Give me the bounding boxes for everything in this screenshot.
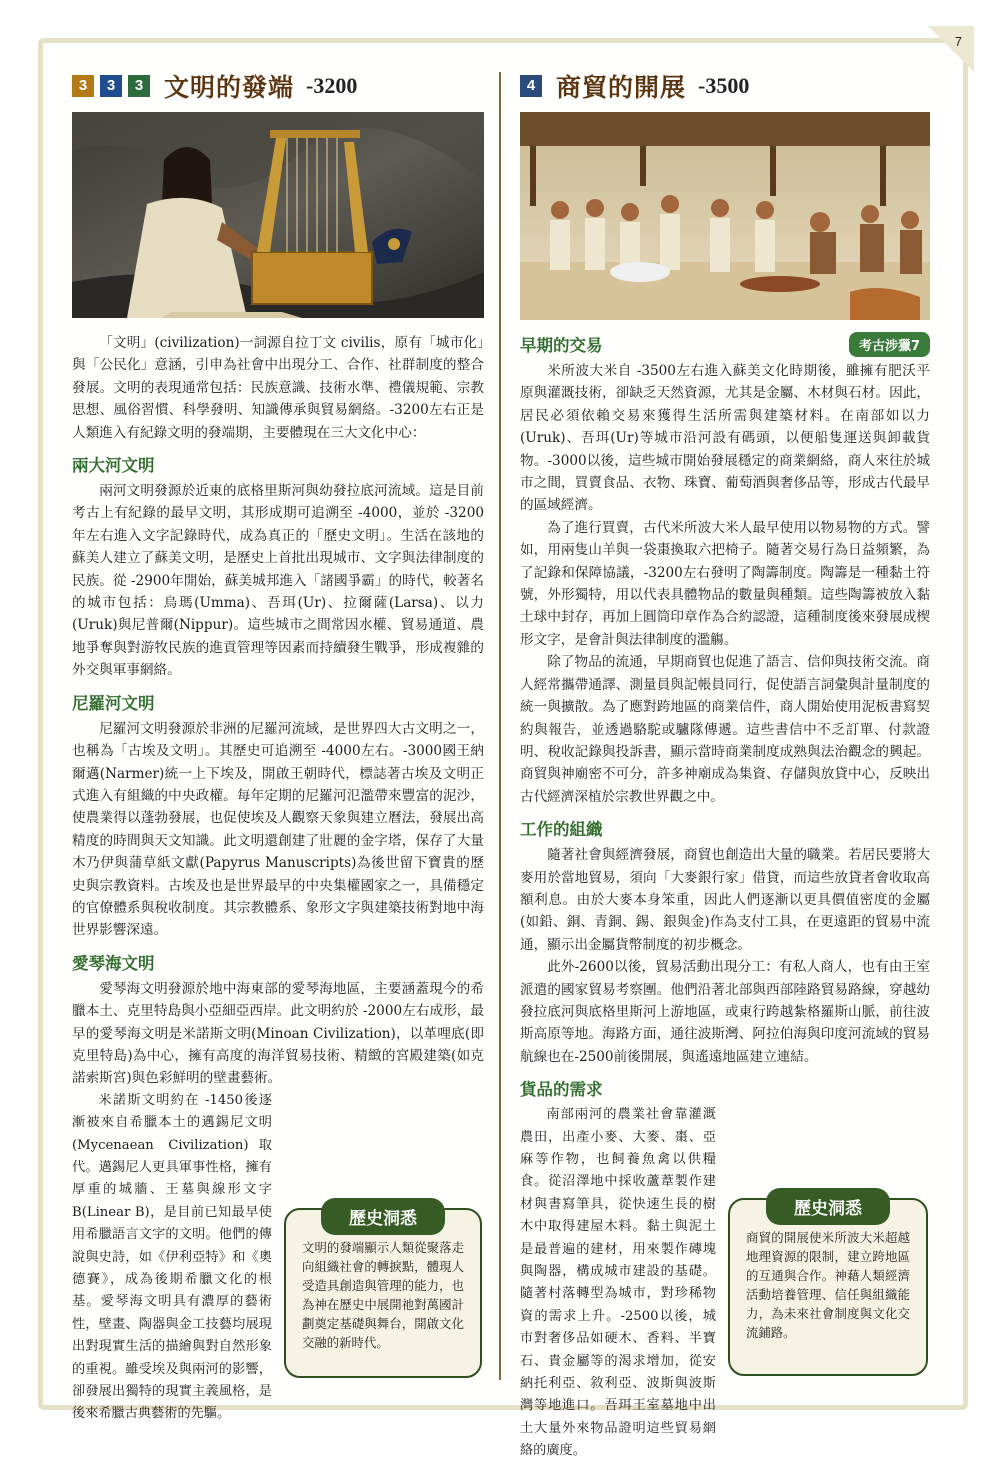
right-heading — [520, 70, 930, 102]
section-heading-early-trade: 早期的交易 — [520, 336, 603, 355]
market-trade-illustration — [520, 112, 930, 320]
badge-1: 3 — [72, 75, 94, 97]
right-insight-title: 歷史洞悉 — [766, 1188, 890, 1225]
page-number: 7 — [954, 34, 962, 49]
column-divider — [499, 72, 501, 1380]
badge-4: 4 — [520, 75, 542, 97]
section-heading-demand: 貨品的需求 — [520, 1080, 603, 1100]
badge-2: 3 — [100, 75, 122, 97]
harp-player-illustration — [72, 112, 484, 318]
section-paragraph: 此外-2600以後，貿易活動出現分工：有私人商人，也有由王室派遣的國家貿易考察團。他們沿著北部與西部陸路貿易路線，穿越幼發拉底河與底格里斯河上游地區，或東行跨越紮格羅斯山脈，前往波斯高原等地。海路方面，通往波斯灣、阿拉伯海與印度河流域的貿易航線也在-2500前後開展，與遙遠地區建立連結。 — [520, 959, 930, 1065]
section-paragraph: 愛琴海文明發源於地中海東部的愛琴海地區，主要涵蓋現今的希臘本土、克里特島與小亞細亞西岸。此文明約於 -2000左右成形，最早的愛琴海文明是米諾斯文明(Minoan Civilization)，以革哩底(即克里特島)為中心，擁有高度的海洋貿易技術、精緻的宮殿建築(如克諾索斯宮)與色彩鮮明的壁畫藝術。 — [72, 980, 484, 1087]
section-paragraph: 兩河文明發源於近東的底格里斯河與幼發拉底河流域。這是目前考古上有紀錄的最早文明，其形成期可追溯至 -4000，並於 -3200年左右進入文字記錄時代，成為真正的「歷史文明」。生活在該地的蘇美人建立了蘇美文明，是歷史上首批出現城市、文字與法律制度的民族。從 -2900年開始，蘇美城邦進入「諸國爭霸」的時代，較著名的城市包括：烏瑪(Umma)、吾珥(Ur)、拉爾薩(Larsa)、以力(Uruk)與尼普爾(Nippur)。這些城市之間常因水權、貿易通道、農地爭奪與對游牧民族的進貢管理等因素而持續發生戰爭，形成複雜的外交與軍事網絡。 — [72, 483, 484, 679]
right-insight-body: 商貿的開展使米所波大米超越地理資源的限制，建立跨地區的互通與合作。神藉人類經濟活動培養管理、信任與組織能力，為未來社會制度與文化交流鋪路。 — [746, 1230, 910, 1340]
section-heading-nile: 尼羅河文明 — [72, 693, 155, 713]
section-paragraph: 除了物品的流通，早期商貿也促進了語言、信仰與技術交流。商人經常攜帶通譯、測量員與記帳員同行，促使語言詞彙與計量制度的統一與擴散。為了應對跨地區的商業信件，商人開始使用泥板書寫契約與報告，並透過駱駝或驢隊傳遞。這些書信中不乏訂單、付款證明、稅收記錄與投訴書，顯示當時商業制度成熟與法治觀念的興起。商貿與神廟密不可分，許多神廟成為集資、存儲與放貸中心，反映出古代經濟深植於宗教世界觀之中。 — [520, 654, 930, 805]
right-insight-box — [728, 1198, 928, 1376]
left-year: -3200 — [306, 73, 358, 98]
left-intro: 「文明」(civilization)一詞源自拉丁文 civilis，原有「城市化」與「公民化」意涵，引申為社會中出現分工、合作、社群制度的整合發展。文明的表現通常包括：民族意識、技術水準、禮儀規範、宗教思想、風俗習慣、科學發明、知識傳承與貿易網絡。-3200左右正是人類進入有紀錄文明的發端期，主要體現在三大文化中心： — [72, 335, 484, 441]
section-paragraph: 米所波大米自 -3500左右進入蘇美文化時期後，雖擁有肥沃平原與灌溉技術，卻缺乏天然資源，尤其是金屬、木材與石材。因此，居民必須依賴交易來獲得生活所需與建築材料。在南部如以力(Uruk)、吾珥(Ur)等城市沿河設有碼頭，以便船隻運送與卸載貨物。-3000以後，這些城市開始發展穩定的商業網絡，商人來往於城市之間，買賣食品、衣物、珠寶、葡萄酒與奢侈品等，形成古代最早的區域經濟。 — [520, 363, 930, 514]
section-heading-aegean: 愛琴海文明 — [72, 953, 155, 973]
archaeology-tag: 考古涉獵7 — [849, 332, 930, 357]
left-insight-box — [284, 1208, 482, 1378]
section-paragraph: 為了進行買賣，古代米所波大米人最早使用以物易物的方式。譬如，用兩隻山羊與一袋棗換取六把椅子。隨著交易行為日益頻繁，為了記錄和保障協議，-3200左右發明了陶籌制度。陶籌是一種黏土符號，外形獨特，用以代表具體物品的數量與種類。這些陶籌被放入黏土球中封存，再加上圓筒印章作為合約認證，這種制度後來發展成楔形文字，是會計與法律制度的濫觴。 — [520, 519, 930, 648]
right-year: -3500 — [698, 73, 750, 98]
page-corner-fold — [928, 26, 974, 72]
section-paragraph-wrap: 米諾斯文明約在 -1450後逐漸被來自希臘本土的邁錫尼文明(Mycenaean Civilization)取代。邁錫尼人更具軍事性格，擁有厚重的城牆、王墓與線形文字B(Linear B)，是目前已知最早使用希臘語言文字的文明。他們的傳說與史詩，如《伊利亞特》和《奧德賽》，成為後期希臘文化的根基。愛琴海文明具有濃厚的藝術性，壁畫、陶器與金工技藝均展現出對現實生活的描繪與對自然形象的重視。雖受埃及與兩河的影響，卻發展出獨特的現實主義風格，是後來希臘古典藝術的先驅。 — [72, 1092, 272, 1422]
left-heading — [72, 70, 484, 102]
section-paragraph: 隨著社會與經濟發展，商貿也創造出大量的職業。若居民要將大麥用於當地貿易，須向「大麥銀行家」借貸，而這些放貸者會收取高額利息。由於大麥本身笨重，因此人們逐漸以更具價值密度的金屬(如鉛、銅、青銅、錫、銀與金)作為支付工具，在更遠距的貿易中流通，顯示出金屬貨幣制度的初步概念。 — [520, 847, 930, 953]
section-paragraph-wrap: 南部兩河的農業社會靠灌溉農田，出產小麥、大麥、棗、亞麻等作物，也飼養魚禽以供糧食。從沼澤地中採收蘆葦製作建材與書寫筆具，從快速生長的樹木中取得建屋木料。黏土與泥土是最普遍的建材，用來製作磚塊與陶器，構成城市建設的基礎。隨著村落轉型為城市，對珍稀物資的需求上升。-2500以後，城市對奢侈品如硬木、香料、半寶石、貴金屬等的渴求增加，從安納托利亞、敘利亞、波斯與波斯灣等地進口。吾珥王室墓地中出土大量外來物品證明這些貿易網絡的廣度。 — [520, 1107, 716, 1459]
section-early-trade — [520, 332, 930, 356]
left-title: 文明的發端 — [164, 73, 295, 102]
left-insight-body: 文明的發端顯示人類從聚落走向組織社會的轉捩點，體現人受造具創造與管理的能力，也為神在歷史中展開祂對萬國計劃奠定基礎與舞台，開啟文化交融的新時代。 — [302, 1240, 464, 1350]
section-heading-mesopotamia: 兩大河文明 — [72, 456, 155, 476]
section-heading-work: 工作的組織 — [520, 820, 603, 840]
left-insight-title: 歷史洞悉 — [321, 1198, 445, 1235]
section-paragraph: 尼羅河文明發源於非洲的尼羅河流域，是世界四大古文明之一，也稱為「古埃及文明」。其歷史可追溯至 -4000左右。-3000國王納爾邁(Narmer)統一上下埃及，開啟王朝時代，標誌著古埃及文明正式進入有組織的中央政權。每年定期的尼羅河氾濫帶來豐富的泥沙，使農業得以蓬勃發展，也促使埃及人觀察天象與建立曆法，發展出高精度的時間與天文知識。此文明還創建了壯麗的金字塔，保存了大量木乃伊與蒲草紙文獻(Papyrus Manuscripts)為後世留下寶貴的歷史與宗教資料。古埃及也是世界最早的中央集權國家之一，具備穩定的官僚體系與稅收制度。其宗教體系、象形文字與建築技術對地中海世界影響深遠。 — [72, 720, 484, 939]
right-title: 商貿的開展 — [556, 73, 687, 102]
badge-3: 3 — [128, 75, 150, 97]
